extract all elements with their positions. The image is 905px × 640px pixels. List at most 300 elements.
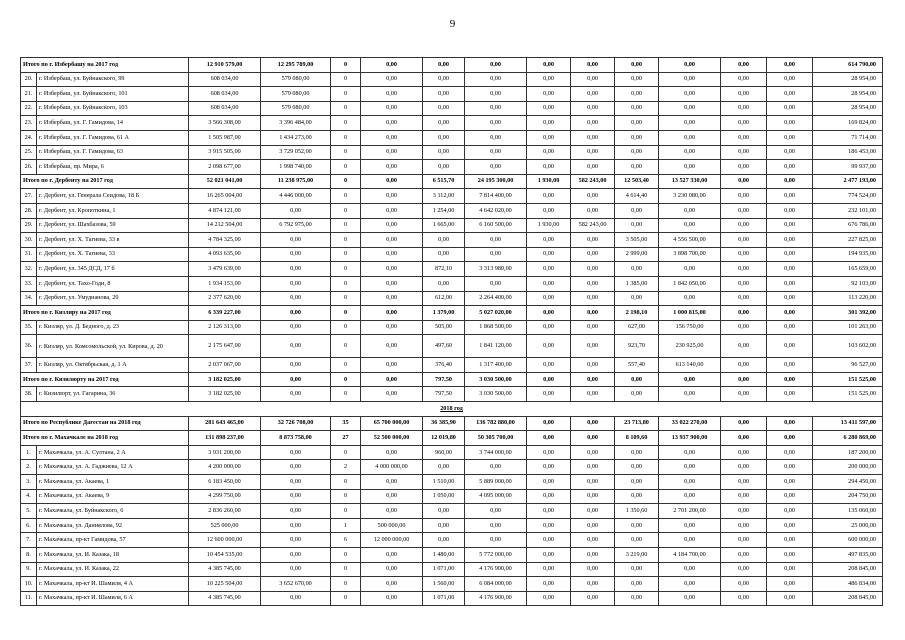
value-cell: 0,00	[423, 130, 465, 145]
value-cell: 12 019,80	[423, 431, 465, 446]
value-cell: 4 095 000,00	[465, 489, 527, 504]
table-row	[21, 533, 883, 548]
value-cell: 7 814 400,00	[465, 189, 527, 204]
value-cell: 0,00	[615, 577, 659, 592]
value-cell: 0	[331, 174, 361, 189]
value-cell: 0	[331, 145, 361, 160]
value-cell: 0	[331, 372, 361, 387]
value-cell: 2 198,10	[615, 306, 659, 321]
value-cell: 0,00	[361, 276, 423, 291]
page-number: 9	[449, 18, 456, 30]
value-cell: 65 700 000,00	[361, 416, 423, 431]
value-cell: 0	[331, 489, 361, 504]
value-cell: 0,00	[527, 504, 571, 519]
value-cell: 294 450,00	[813, 475, 883, 490]
row-number: 32.	[21, 262, 37, 277]
value-cell: 0,00	[571, 518, 615, 533]
value-cell: 101 263,00	[813, 320, 883, 335]
value-cell: 3 652 670,00	[261, 577, 331, 592]
value-cell: 0,00	[721, 174, 767, 189]
value-cell: 579 080,00	[261, 72, 331, 87]
value-cell: 151 525,00	[813, 372, 883, 387]
value-cell: 525 000,00	[189, 518, 261, 533]
value-cell: 0,00	[571, 387, 615, 402]
value-cell: 0	[331, 116, 361, 131]
row-number: 3.	[21, 475, 37, 490]
value-cell: 0,00	[261, 247, 331, 262]
table-body	[21, 58, 883, 606]
value-cell: 0,00	[571, 276, 615, 291]
row-number: 36.	[21, 335, 37, 358]
value-cell: 0,00	[527, 101, 571, 116]
value-cell: 10 454 535,00	[189, 548, 261, 563]
value-cell: 0,00	[261, 358, 331, 373]
value-cell: 0	[331, 218, 361, 233]
value-cell: 612,00	[423, 291, 465, 306]
value-cell: 2 999,00	[615, 247, 659, 262]
value-cell: 12 000 000,00	[361, 533, 423, 548]
row-number: 25.	[21, 145, 37, 160]
value-cell: 1 480,00	[423, 548, 465, 563]
value-cell: 797,50	[423, 387, 465, 402]
address-cell: г. Дербент, ул. Умуднанова, 20	[37, 291, 189, 306]
table-row	[21, 247, 883, 262]
value-cell: 0,00	[527, 233, 571, 248]
value-cell: 0,00	[465, 233, 527, 248]
subtotal-label: Итого по г. Махачкале на 2018 год	[21, 431, 189, 446]
value-cell: 0,00	[721, 591, 767, 606]
value-cell: 0,00	[767, 518, 813, 533]
value-cell: 3 898 700,00	[659, 247, 721, 262]
value-cell: 8 873 758,00	[261, 431, 331, 446]
value-cell: 11 238 975,00	[261, 174, 331, 189]
table-row	[21, 233, 883, 248]
value-cell: 0,00	[721, 203, 767, 218]
value-cell: 0,00	[261, 262, 331, 277]
value-cell: 0,00	[721, 445, 767, 460]
value-cell: 0,00	[721, 87, 767, 102]
value-cell: 0,00	[615, 489, 659, 504]
value-cell: 36 385,90	[423, 416, 465, 431]
value-cell: 12 503,40	[615, 174, 659, 189]
value-cell: 0,00	[571, 533, 615, 548]
value-cell: 0,00	[767, 130, 813, 145]
value-cell: 0,00	[423, 276, 465, 291]
value-cell: 4 642 020,00	[465, 203, 527, 218]
value-cell: 486 834,00	[813, 577, 883, 592]
address-cell: г. Кизляр, ул. Д. Бедного, д. 23	[37, 320, 189, 335]
value-cell: 6	[331, 533, 361, 548]
row-number: 28.	[21, 203, 37, 218]
value-cell: 0,00	[465, 533, 527, 548]
address-cell: г. Кизилюрт, ул. Гагарина, 36	[37, 387, 189, 402]
value-cell: 25 000,00	[813, 518, 883, 533]
value-cell: 0,00	[767, 101, 813, 116]
value-cell: 1 930,00	[527, 174, 571, 189]
row-number: 37.	[21, 358, 37, 373]
value-cell: 0,00	[261, 291, 331, 306]
value-cell: 0,00	[721, 475, 767, 490]
value-cell: 0,00	[361, 387, 423, 402]
value-cell: 0,00	[571, 101, 615, 116]
value-cell: 0,00	[361, 306, 423, 321]
value-cell: 0,00	[527, 372, 571, 387]
value-cell: 923,70	[615, 335, 659, 358]
table-row	[21, 218, 883, 233]
value-cell: 4 784 325,00	[189, 233, 261, 248]
row-number: 1.	[21, 445, 37, 460]
value-cell: 0,00	[361, 372, 423, 387]
value-cell: 4 556 500,00	[659, 233, 721, 248]
value-cell: 0,00	[465, 116, 527, 131]
value-cell: 0,00	[361, 116, 423, 131]
row-number: 31.	[21, 247, 37, 262]
value-cell: 0,00	[527, 320, 571, 335]
value-cell: 6 084 000,00	[465, 577, 527, 592]
value-cell: 0,00	[261, 335, 331, 358]
value-cell: 0,00	[571, 358, 615, 373]
value-cell: 0	[331, 247, 361, 262]
value-cell: 676 786,00	[813, 218, 883, 233]
value-cell: 0,00	[571, 58, 615, 73]
value-cell: 0,00	[659, 591, 721, 606]
subtotal-row	[21, 431, 883, 446]
subtotal-row	[21, 306, 883, 321]
row-number: 35.	[21, 320, 37, 335]
value-cell: 0,00	[361, 335, 423, 358]
address-cell: г. Дербент, ул. Шахбазова, 59	[37, 218, 189, 233]
value-cell: 92 103,00	[813, 276, 883, 291]
value-cell: 0,00	[659, 489, 721, 504]
value-cell: 0,00	[615, 562, 659, 577]
value-cell: 0,00	[361, 203, 423, 218]
value-cell: 28 954,00	[813, 87, 883, 102]
value-cell: 301 392,00	[813, 306, 883, 321]
value-cell: 1 560,00	[423, 577, 465, 592]
row-number: 29.	[21, 218, 37, 233]
row-number: 23.	[21, 116, 37, 131]
value-cell: 2 098 677,00	[189, 160, 261, 175]
value-cell: 96 527,00	[813, 358, 883, 373]
value-cell: 0,00	[571, 203, 615, 218]
value-cell: 0,00	[767, 387, 813, 402]
value-cell: 0,00	[615, 101, 659, 116]
value-cell: 0,00	[767, 291, 813, 306]
address-cell: г. Избербаш, пр. Мира, 6	[37, 160, 189, 175]
value-cell: 0,00	[615, 445, 659, 460]
value-cell: 4 200 000,00	[189, 460, 261, 475]
value-cell: 4 176 900,00	[465, 591, 527, 606]
address-cell: г. Махачкала, пр-кт И. Шамиля, 6 А	[37, 591, 189, 606]
table-row	[21, 358, 883, 373]
value-cell: 232 101,00	[813, 203, 883, 218]
value-cell: 0,00	[527, 489, 571, 504]
value-cell: 0,00	[261, 233, 331, 248]
value-cell: 0,00	[527, 577, 571, 592]
value-cell: 0,00	[261, 562, 331, 577]
value-cell: 0,00	[261, 460, 331, 475]
value-cell: 0,00	[361, 320, 423, 335]
value-cell: 872,10	[423, 262, 465, 277]
value-cell: 0,00	[361, 145, 423, 160]
address-cell: г. Махачкала, ул. Акаева, 9	[37, 489, 189, 504]
value-cell: 204 750,00	[813, 489, 883, 504]
value-cell: 0,00	[659, 218, 721, 233]
value-cell: 1 379,00	[423, 306, 465, 321]
value-cell: 0,00	[361, 160, 423, 175]
subtotal-row	[21, 372, 883, 387]
value-cell: 0,00	[615, 130, 659, 145]
value-cell: 2 264 400,00	[465, 291, 527, 306]
value-cell: 23 713,80	[615, 416, 659, 431]
value-cell: 0,00	[659, 387, 721, 402]
value-cell: 608 034,00	[189, 87, 261, 102]
value-cell: 2 377 620,00	[189, 291, 261, 306]
value-cell: 0	[331, 387, 361, 402]
value-cell: 1 317 400,00	[465, 358, 527, 373]
value-cell: 0,00	[615, 291, 659, 306]
address-cell: г. Махачкала, ул. Буйнакского, 6	[37, 504, 189, 519]
value-cell: 600 000,00	[813, 533, 883, 548]
value-cell: 227 825,00	[813, 233, 883, 248]
value-cell: 0,00	[767, 320, 813, 335]
row-number: 2.	[21, 460, 37, 475]
value-cell: 0	[331, 591, 361, 606]
value-cell: 500 000,00	[361, 518, 423, 533]
address-cell: г. Махачкала, пр-кт И. Шамиля, 4 А	[37, 577, 189, 592]
value-cell: 0,00	[767, 276, 813, 291]
value-cell: 0,00	[465, 58, 527, 73]
table-row	[21, 72, 883, 87]
table-row	[21, 475, 883, 490]
value-cell: 0	[331, 504, 361, 519]
value-cell: 0,00	[261, 475, 331, 490]
value-cell: 71 714,00	[813, 130, 883, 145]
value-cell: 131 898 237,00	[189, 431, 261, 446]
value-cell: 6 280 869,00	[813, 431, 883, 446]
value-cell: 0,00	[721, 189, 767, 204]
value-cell: 5 027 020,00	[465, 306, 527, 321]
value-cell: 0,00	[767, 358, 813, 373]
value-cell: 0,00	[527, 335, 571, 358]
value-cell: 10 225 504,00	[189, 577, 261, 592]
table-row	[21, 160, 883, 175]
address-cell: г. Дербент, ул. Х. Тагиева, 33	[37, 247, 189, 262]
value-cell: 0,00	[527, 262, 571, 277]
value-cell: 0,00	[571, 189, 615, 204]
row-number: 11.	[21, 591, 37, 606]
value-cell: 4 176 900,00	[465, 562, 527, 577]
value-cell: 0,00	[767, 562, 813, 577]
value-cell: 103 602,00	[813, 335, 883, 358]
table-row	[21, 189, 883, 204]
value-cell: 0,00	[767, 72, 813, 87]
value-cell: 3 219,00	[615, 548, 659, 563]
value-cell: 187 200,00	[813, 445, 883, 460]
value-cell: 3 313 980,00	[465, 262, 527, 277]
value-cell: 0	[331, 320, 361, 335]
value-cell: 0,00	[571, 548, 615, 563]
value-cell: 0,00	[767, 160, 813, 175]
value-cell: 13 937 900,00	[659, 431, 721, 446]
subtotal-row	[21, 58, 883, 73]
value-cell: 0	[331, 262, 361, 277]
address-cell: г. Махачкала, ул. А. Султана, 2 А	[37, 445, 189, 460]
value-cell: 0,00	[659, 372, 721, 387]
value-cell: 1 071,00	[423, 562, 465, 577]
value-cell: 0,00	[527, 445, 571, 460]
address-cell: г. Махачкала, ул. А. Гаджиева, 12 А	[37, 460, 189, 475]
value-cell: 0,00	[361, 358, 423, 373]
value-cell: 0,00	[767, 218, 813, 233]
value-cell: 1 510,00	[423, 475, 465, 490]
value-cell: 0,00	[361, 130, 423, 145]
value-cell: 14 212 504,00	[189, 218, 261, 233]
value-cell: 0,00	[465, 276, 527, 291]
value-cell: 1 665,00	[423, 218, 465, 233]
value-cell: 0,00	[615, 460, 659, 475]
value-cell: 0,00	[527, 58, 571, 73]
value-cell: 0,00	[615, 591, 659, 606]
value-cell: 1 842 050,00	[659, 276, 721, 291]
value-cell: 0	[331, 562, 361, 577]
table-row	[21, 335, 883, 358]
row-number: 8.	[21, 548, 37, 563]
value-cell: 0,00	[423, 116, 465, 131]
value-cell: 0,00	[465, 101, 527, 116]
value-cell: 0,00	[571, 431, 615, 446]
value-cell: 0,00	[767, 372, 813, 387]
value-cell: 0,00	[721, 58, 767, 73]
value-cell: 3 030 500,00	[465, 387, 527, 402]
value-cell: 6 160 500,00	[465, 218, 527, 233]
value-cell: 28 954,00	[813, 72, 883, 87]
value-cell: 0,00	[465, 160, 527, 175]
value-cell: 0,00	[423, 504, 465, 519]
value-cell: 4 000 000,00	[361, 460, 423, 475]
row-number: 24.	[21, 130, 37, 145]
value-cell: 0,00	[767, 247, 813, 262]
value-cell: 0,00	[571, 504, 615, 519]
value-cell: 52 500 000,00	[361, 431, 423, 446]
value-cell: 3 479 639,00	[189, 262, 261, 277]
value-cell: 3 566 308,00	[189, 116, 261, 131]
value-cell: 0,00	[527, 431, 571, 446]
value-cell: 3 915 505,00	[189, 145, 261, 160]
value-cell: 200 000,00	[813, 460, 883, 475]
value-cell: 0,00	[465, 145, 527, 160]
row-number: 10.	[21, 577, 37, 592]
value-cell: 0,00	[527, 416, 571, 431]
value-cell: 0	[331, 475, 361, 490]
value-cell: 0,00	[721, 145, 767, 160]
value-cell: 0,00	[361, 174, 423, 189]
value-cell: 0	[331, 130, 361, 145]
value-cell: 0,00	[261, 306, 331, 321]
value-cell: 0,00	[767, 577, 813, 592]
value-cell: 0,00	[767, 203, 813, 218]
value-cell: 4 446 000,00	[261, 189, 331, 204]
address-cell: г. Дербент, ул. Тахо-Годи, 8	[37, 276, 189, 291]
subtotal-row	[21, 416, 883, 431]
value-cell: 0,00	[423, 533, 465, 548]
address-cell: г. Избербаш, ул. Г. Гамидова, 61 А	[37, 130, 189, 145]
value-cell: 0,00	[361, 291, 423, 306]
value-cell: 3 931 200,00	[189, 445, 261, 460]
value-cell: 33 022 270,00	[659, 416, 721, 431]
value-cell: 1 868 500,00	[465, 320, 527, 335]
value-cell: 0	[331, 160, 361, 175]
value-cell: 0,00	[571, 460, 615, 475]
value-cell: 0,00	[659, 203, 721, 218]
value-cell: 0,00	[767, 189, 813, 204]
value-cell: 169 824,00	[813, 116, 883, 131]
value-cell: 0,00	[361, 475, 423, 490]
value-cell: 0,00	[659, 116, 721, 131]
value-cell: 0,00	[261, 489, 331, 504]
value-cell: 0,00	[767, 306, 813, 321]
value-cell: 0,00	[767, 475, 813, 490]
table-row	[21, 518, 883, 533]
value-cell: 0	[331, 335, 361, 358]
value-cell: 135 060,00	[813, 504, 883, 519]
value-cell: 0,00	[527, 548, 571, 563]
value-cell: 0,00	[659, 130, 721, 145]
value-cell: 0,00	[423, 247, 465, 262]
value-cell: 0,00	[721, 548, 767, 563]
table-row	[21, 262, 883, 277]
value-cell: 0,00	[615, 218, 659, 233]
value-cell: 50 305 700,00	[465, 431, 527, 446]
value-cell: 24 195 300,00	[465, 174, 527, 189]
value-cell: 0,00	[767, 262, 813, 277]
value-cell: 0,00	[767, 431, 813, 446]
value-cell: 3 182 025,00	[189, 372, 261, 387]
value-cell: 614 790,00	[813, 58, 883, 73]
value-cell: 0,00	[615, 475, 659, 490]
address-cell: г. Избербаш, ул. Г. Гамидова, 63	[37, 145, 189, 160]
value-cell: 0,00	[571, 160, 615, 175]
value-cell: 0,00	[261, 518, 331, 533]
row-number: 22.	[21, 101, 37, 116]
value-cell: 3 744 000,00	[465, 445, 527, 460]
value-cell: 8 109,60	[615, 431, 659, 446]
value-cell: 0,00	[527, 247, 571, 262]
value-cell: 0,00	[721, 306, 767, 321]
value-cell: 0,00	[527, 387, 571, 402]
value-cell: 165 659,00	[813, 262, 883, 277]
value-cell: 3 030 500,00	[465, 372, 527, 387]
value-cell: 608 034,00	[189, 72, 261, 87]
value-cell: 0,00	[527, 276, 571, 291]
value-cell: 0,00	[527, 116, 571, 131]
value-cell: 4 093 635,00	[189, 247, 261, 262]
value-cell: 0,00	[571, 335, 615, 358]
row-number: 30.	[21, 233, 37, 248]
value-cell: 0,00	[721, 335, 767, 358]
row-number: 20.	[21, 72, 37, 87]
value-cell: 0,00	[527, 160, 571, 175]
table-row	[21, 291, 883, 306]
value-cell: 579 080,00	[261, 101, 331, 116]
value-cell: 0	[331, 358, 361, 373]
value-cell: 3 396 484,00	[261, 116, 331, 131]
value-cell: 0	[331, 233, 361, 248]
value-cell: 0,00	[615, 533, 659, 548]
value-cell: 208 845,00	[813, 562, 883, 577]
value-cell: 0,00	[465, 504, 527, 519]
value-cell: 0,00	[361, 562, 423, 577]
